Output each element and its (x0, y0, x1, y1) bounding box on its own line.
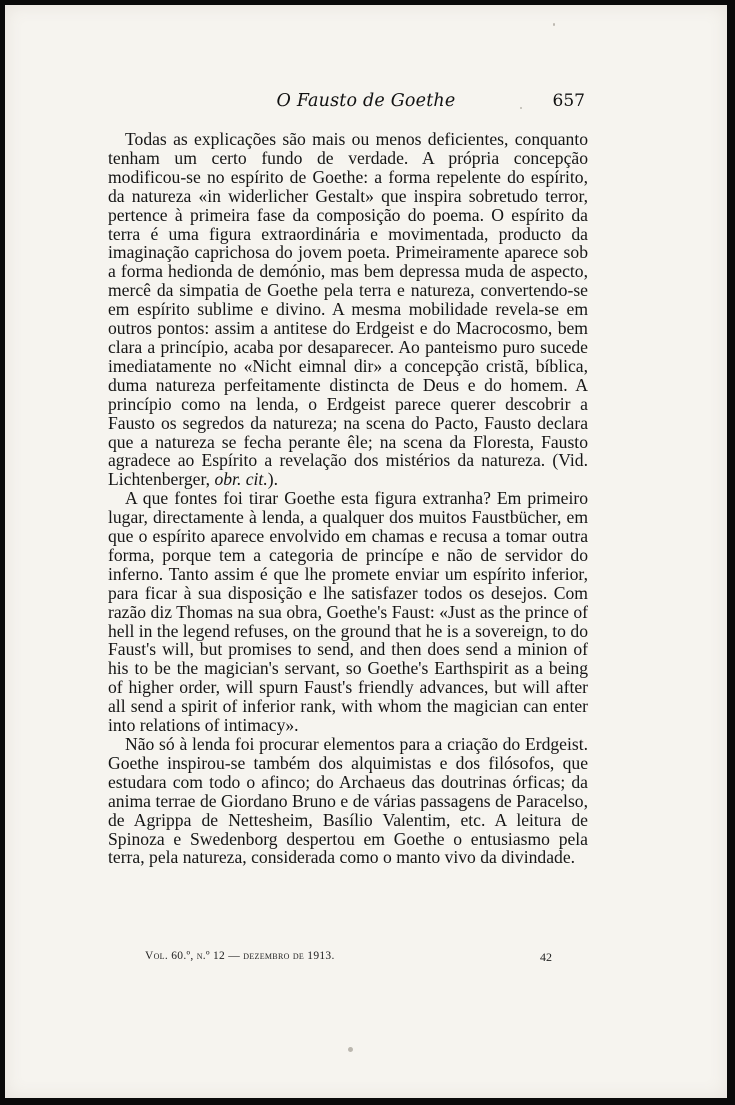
running-title: O Fausto de Goethe (276, 91, 456, 111)
paragraph-1-tail: ). (267, 469, 278, 490)
paragraph-3-text: Não só à lenda foi procurar elementos para a criação do Erdgeist. Goethe inspirou-se também dos alquimistas e dos filósofos, que estudara com todo o afinco; do Archaeus das doutrinas órficas; da anima terrae de Giordano Bruno e de várias passagens de Paracelso, de Agrippa de Nettesheim, Basílio Valentim, etc. A leitura de Spinoza e Swedenborg despertou em Goethe o entusiasmo pela terra, pela natureza, considerada como o manto vivo da divindade. (108, 734, 588, 868)
footer-volume-info: Vol. 60.º, n.º 12 — dezembro de 1913. (145, 950, 335, 962)
footer-signature-number: 42 (540, 950, 552, 964)
paper-speck (348, 1047, 353, 1052)
citation-italic: obr. cit. (214, 469, 268, 490)
document-page (5, 5, 727, 1098)
paragraph-1-text: Todas as explicações são mais ou menos deficientes, conquanto tenham um certo fundo de verdade. A própria concepção modificou-se no espírito de Goethe: a forma repelente do espírito, da natureza «in widerlicher Gestalt» que inspira sobretudo terror, pertence à primeira fase da composição do poema. O espírito da terra é uma figura extraordinária e movimentada, producto da imaginação caprichosa do jovem poeta. Primeiramente aparece sob a forma hedionda de demónio, mas bem depressa muda de aspecto, mercê da simpatia de Goethe pela terra e natureza, convertendo-se em espírito sublime e divino. A mesma mobilidade revela-se em outros pontos: assim a antitese do Erdgeist e do Macrocosmo, bem clara a princípio, acaba por desaparecer. Ao panteismo puro sucede imediatamente no «Nicht eimnal dir» a concepção cristã, bíblica, duma natureza perfeitamente distincta de Deus e do homem. A princípio como na lenda, o Erdgeist parece querer descobrir a Fausto os segredos da natureza; na scena do Pacto, Fausto declara que a natureza se fecha perante êle; na scena da Floresta, Fausto agradece ao Espírito a revelação dos mistérios da natureza. (Vid. Lichtenberger, (108, 129, 588, 490)
paragraph-1 (108, 130, 588, 489)
paragraph-2-text: A que fontes foi tirar Goethe esta figura extranha? Em primeiro lugar, directamente à lenda, a qualquer dos muitos Faustbücher, em que o espírito aparece envolvido em chamas e recusa a tomar outra forma, porque tem a categoria de princípe e não de servidor do inferno. Tanto assim é que lhe promete enviar um espírito inferior, para ficar à sua disposição e lhe satisfazer todos os desejos. Com razão diz Thomas na sua obra, Goethe's Faust: «Just as the prince of hell in the legend refuses, on the ground that he is a sovereign, to do Faust's will, but promises to send, and then does send a minion of his to be the magician's servant, so Goethe's Earthspirit as a being of higher order, will spurn Faust's friendly advances, but will after all send a spirit of inferior rank, with whom the magician can enter into relations of intimacy». (108, 488, 588, 736)
body-text (108, 130, 588, 867)
paper-speck (520, 107, 522, 109)
paragraph-2 (108, 489, 588, 735)
page-number: 657 (552, 91, 585, 111)
paragraph-3 (108, 735, 588, 867)
paper-speck (553, 23, 555, 26)
